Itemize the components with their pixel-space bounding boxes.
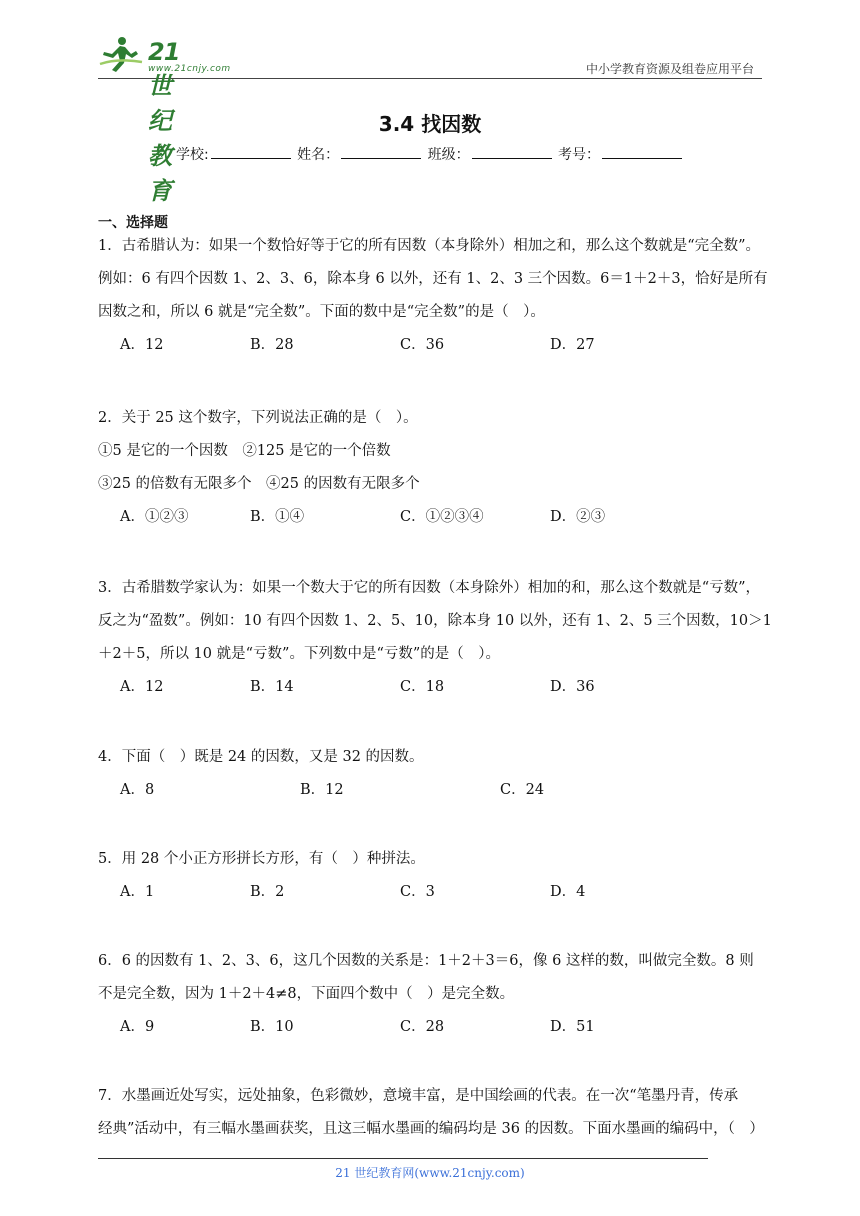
footer-divider [98,1158,708,1159]
question-text: 7．水墨画近处写实，远处抽象，色彩微妙，意境丰富，是中国绘画的代表。在一次“笔墨丹青，传承 [98,1088,739,1104]
option-c[interactable]: C．28 [400,1019,445,1035]
question-5 [98,843,766,909]
option-c[interactable]: C．36 [400,337,445,353]
question-text: 2．关于 25 这个数字，下列说法正确的是（ ）。 [98,410,418,426]
school-blank[interactable] [211,144,291,159]
logo-url: www.21cnjy.com [148,64,231,74]
options-row [98,876,766,909]
question-text: 经典”活动中，有三幅水墨画获奖，且这三幅水墨画的编码均是 36 的因数。下面水墨画的编码中，（ ） [98,1121,764,1137]
option-a[interactable]: A．12 [120,337,164,353]
options-row [98,1011,766,1044]
question-3 [98,572,772,704]
option-c[interactable]: C．3 [400,884,435,900]
runner-logo-icon [98,34,144,74]
question-6 [98,945,766,1044]
question-text: 6．6 的因数有 1、2、3、6，这几个因数的关系是：1＋2＋3＝6，像 6 这样的数，叫做完全数。8 则 [98,953,754,969]
option-c[interactable]: C．①②③④ [400,509,484,525]
question-text: 1．古希腊认为：如果一个数恰好等于它的所有因数（本身除外）相加之和，那么这个数就是“完全数”。 [98,238,761,254]
student-info [0,144,860,164]
question-text: 3．古希腊数学家认为：如果一个数大于它的所有因数（本身除外）相加的和，那么这个数就是“亏数”， [98,580,761,596]
class-blank[interactable] [472,144,552,159]
option-c[interactable]: C．18 [400,679,445,695]
class-label: 班级： [427,147,470,163]
platform-label: 中小学教育资源及组卷应用平台 [585,62,754,76]
option-a[interactable]: A．9 [120,1019,155,1035]
option-a[interactable]: A．1 [120,884,155,900]
exam-no-label: 考号： [558,147,601,163]
option-a[interactable]: A．①②③ [120,509,189,525]
options-row [98,671,766,704]
name-label: 姓名： [297,147,340,163]
option-c[interactable]: C．24 [500,782,545,798]
question-text: 5．用 28 个小正方形拼长方形，有（ ）种拼法。 [98,851,425,867]
question-text: 例如：6 有四个因数 1、2、3、6，除本身 6 以外，还有 1、2、3 三个因数。6＝1＋2＋3，恰好是所有 [98,271,768,287]
question-text: ①5 是它的一个因数 ②125 是它的一个倍数 [98,443,391,459]
question-7 [98,1080,766,1146]
school-label: 学校: [175,147,209,163]
question-text: ③25 的倍数有无限多个 ④25 的因数有无限多个 [98,476,420,492]
option-b[interactable]: B．28 [250,337,294,353]
section-heading: 一、选择题 [98,215,168,231]
logo-text: 21世纪教育 [148,38,180,205]
question-1 [98,230,766,362]
options-row [98,329,766,362]
option-b[interactable]: B．2 [250,884,285,900]
question-text: 因数之和，所以 6 就是“完全数”。下面的数中是“完全数”的是（ ）。 [98,304,545,320]
options-row [98,501,766,534]
option-d[interactable]: D．27 [550,337,595,353]
question-text: 4．下面（ ）既是 24 的因数，又是 32 的因数。 [98,749,424,765]
option-d[interactable]: D．4 [550,884,586,900]
option-b[interactable]: B．12 [300,782,344,798]
question-4 [98,741,766,807]
question-2 [98,402,766,534]
options-row [98,774,766,807]
footer-link[interactable]: 21 世纪教育网(www.21cnjy.com) [335,1166,525,1180]
option-b[interactable]: B．10 [250,1019,294,1035]
option-b[interactable]: B．14 [250,679,294,695]
question-text: ＋2＋5，所以 10 就是“亏数”。下列数中是“亏数”的是（ ）。 [98,646,501,662]
option-b[interactable]: B．①④ [250,509,305,525]
exam-no-blank[interactable] [602,144,682,159]
option-a[interactable]: A．12 [120,679,164,695]
option-d[interactable]: D．②③ [550,509,606,525]
question-text: 不是完全数，因为 1＋2＋4≠8，下面四个数中（ ）是完全数。 [98,986,515,1002]
name-blank[interactable] [341,144,421,159]
question-text: 反之为“盈数”。例如：10 有四个因数 1、2、5、10，除本身 10 以外，还有 1、2、5 三个因数，10＞1 [98,613,772,629]
option-d[interactable]: D．51 [550,1019,595,1035]
option-a[interactable]: A．8 [120,782,155,798]
option-d[interactable]: D．36 [550,679,595,695]
page-title: 3.4 找因数 [378,112,482,136]
